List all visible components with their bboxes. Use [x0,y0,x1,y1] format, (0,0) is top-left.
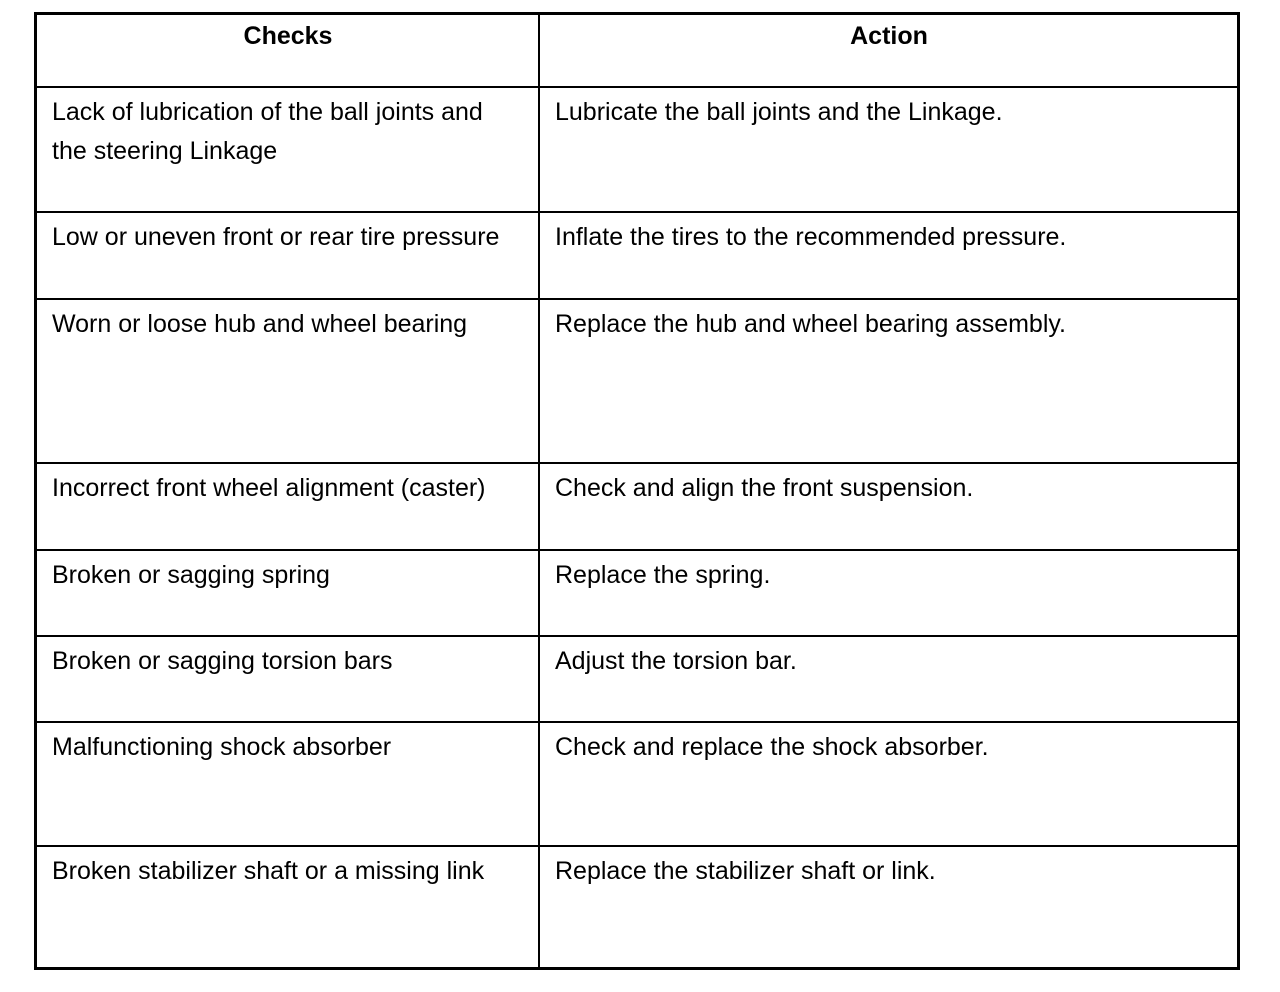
checks-action-table [37,15,1237,967]
check-cell: Broken or sagging spring [37,550,539,636]
header-action: Action [539,15,1237,87]
action-cell: Check and replace the shock absorber. [539,722,1237,846]
check-cell: Lack of lubrication of the ball joints and the steering Linkage [37,87,539,212]
check-cell: Broken or sagging torsion bars [37,636,539,722]
table-row [37,636,1237,722]
table-row [37,212,1237,299]
action-cell: Adjust the torsion bar. [539,636,1237,722]
table-row [37,550,1237,636]
table-row [37,299,1237,463]
table-row [37,846,1237,967]
action-cell: Lubricate the ball joints and the Linkage. [539,87,1237,212]
check-cell: Worn or loose hub and wheel bearing [37,299,539,463]
action-cell: Check and align the front suspension. [539,463,1237,550]
table-row [37,87,1237,212]
check-cell: Incorrect front wheel alignment (caster) [37,463,539,550]
action-cell: Replace the stabilizer shaft or link. [539,846,1237,967]
checks-action-table-container [34,12,1240,970]
header-checks: Checks [37,15,539,87]
table-header-row [37,15,1237,87]
action-cell: Replace the hub and wheel bearing assembly. [539,299,1237,463]
check-cell: Broken stabilizer shaft or a missing link [37,846,539,967]
action-cell: Inflate the tires to the recommended pressure. [539,212,1237,299]
check-cell: Malfunctioning shock absorber [37,722,539,846]
check-cell: Low or uneven front or rear tire pressure [37,212,539,299]
table-row [37,463,1237,550]
action-cell: Replace the spring. [539,550,1237,636]
table-row [37,722,1237,846]
